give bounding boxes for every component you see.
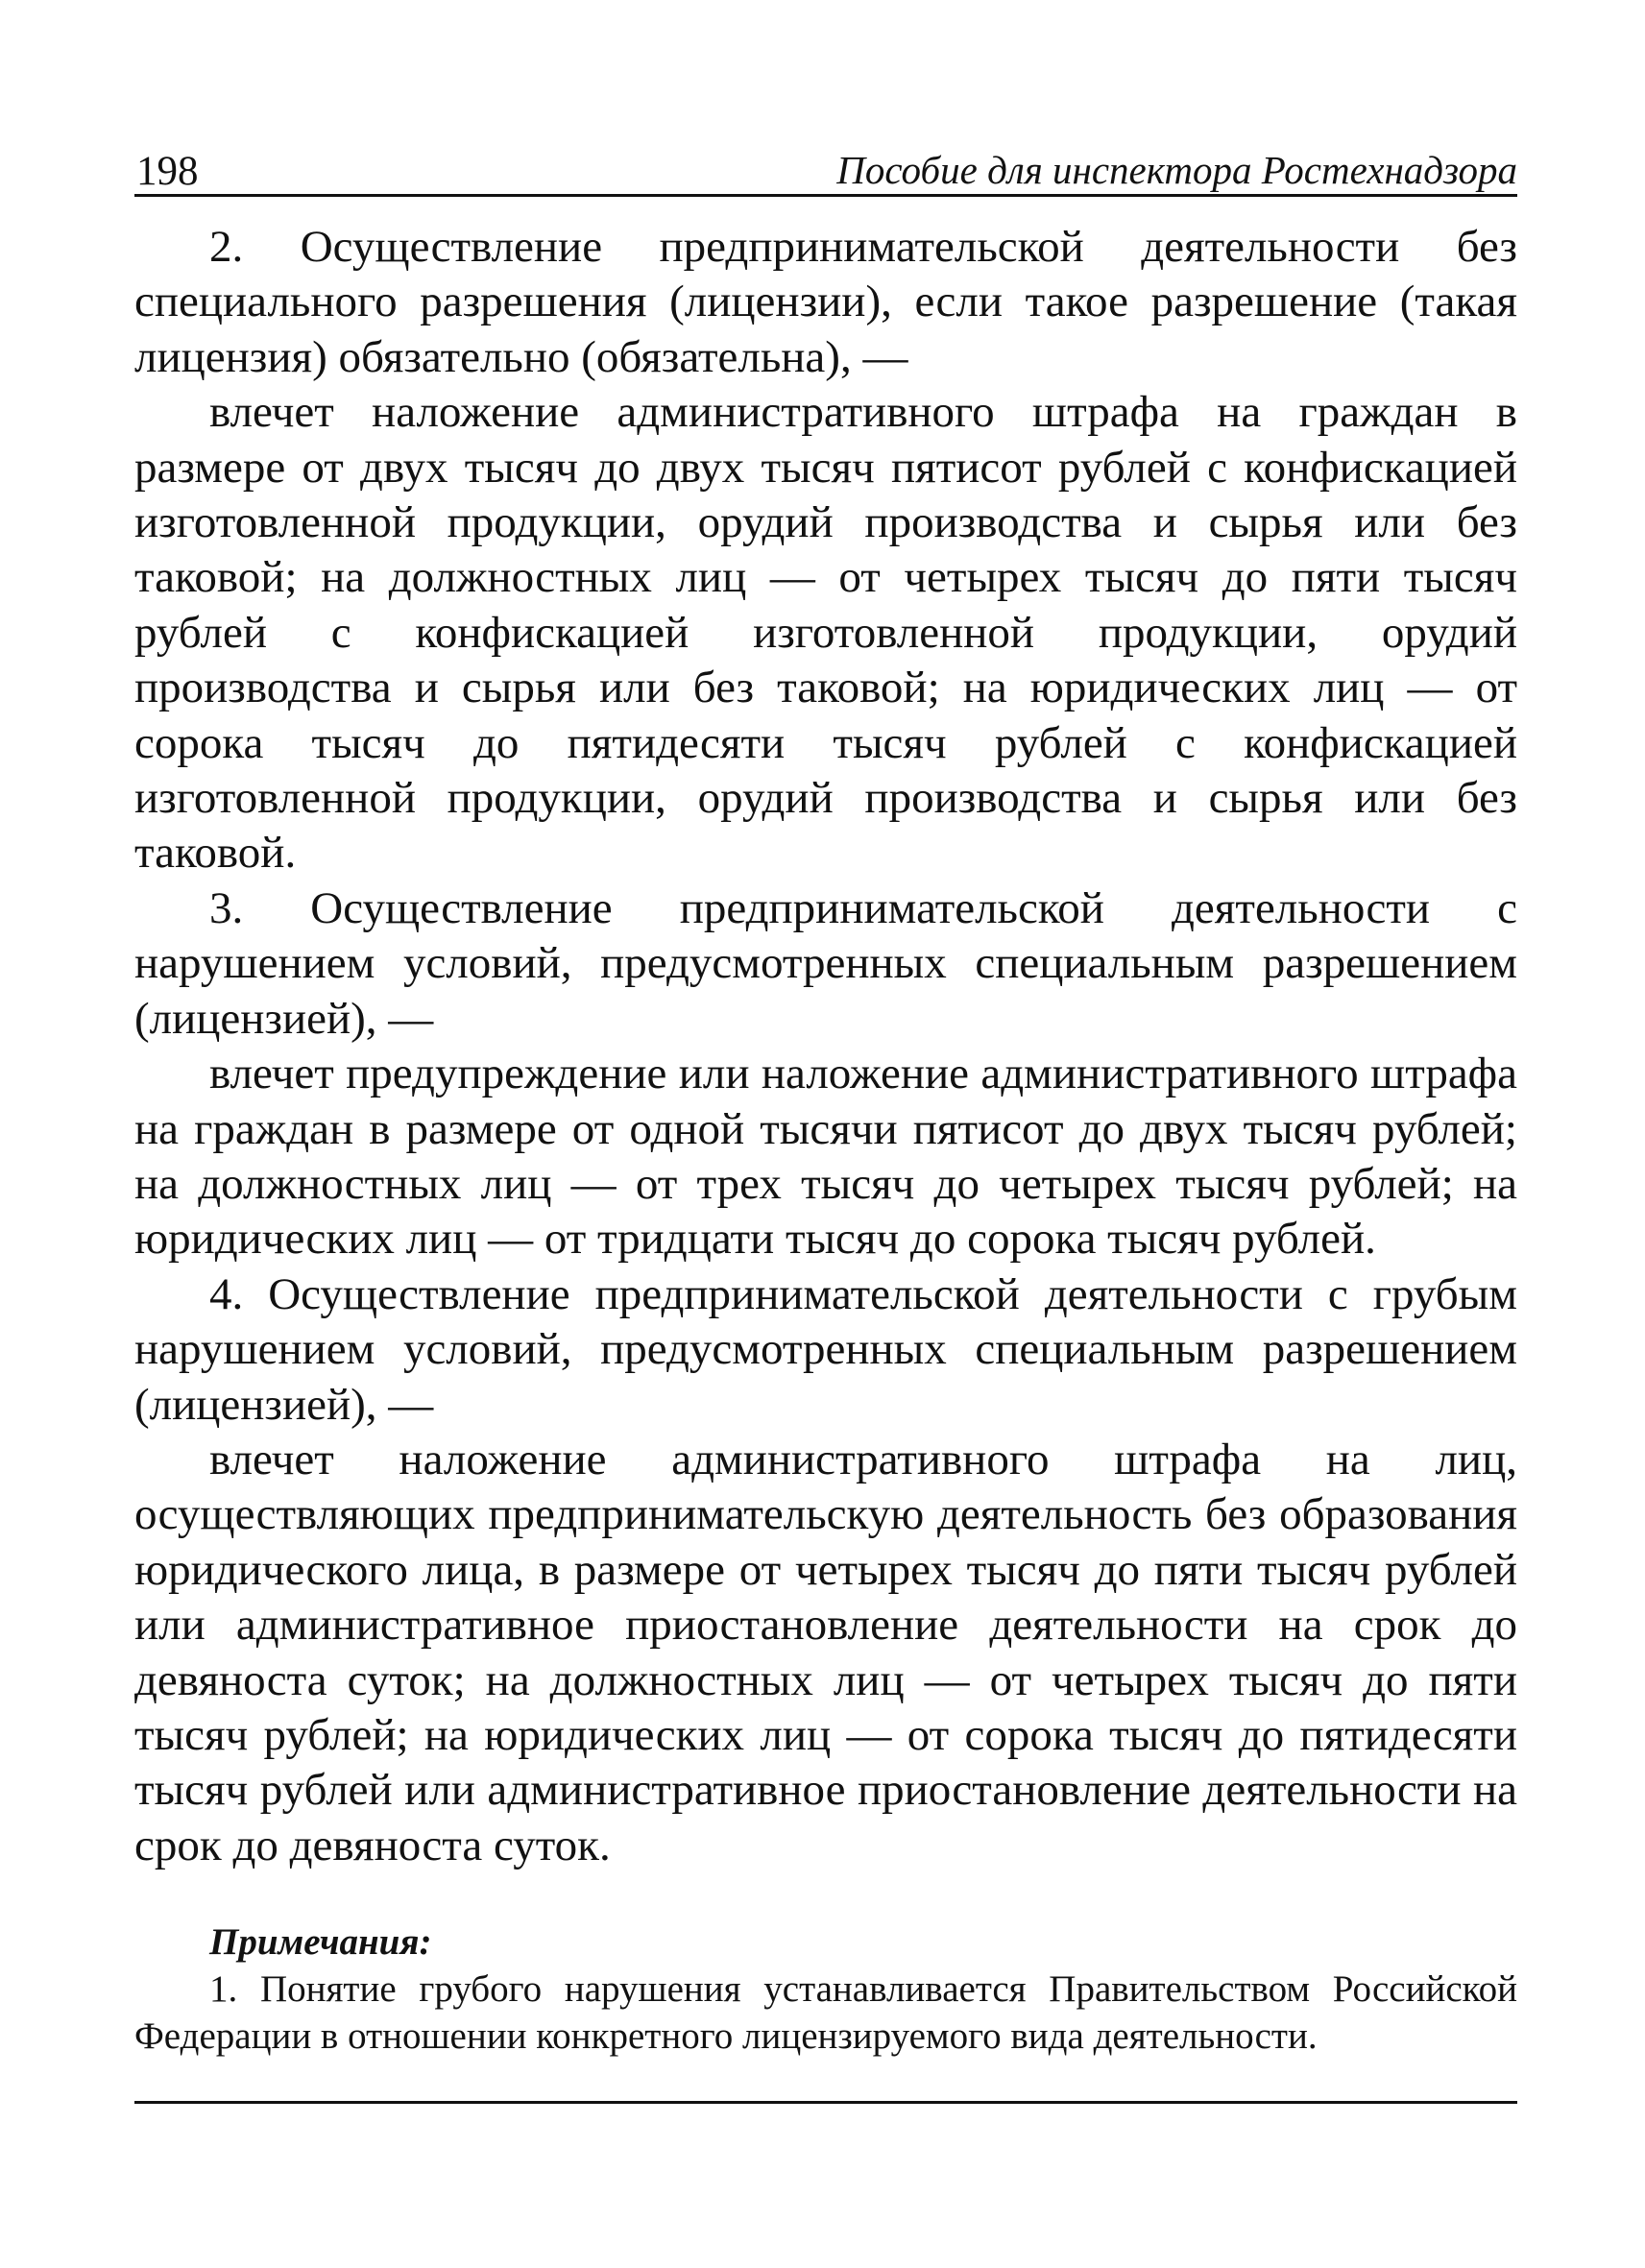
page-header — [134, 134, 1517, 197]
running-title: Пособие для инспектора Ростехнадзора — [836, 148, 1517, 192]
note-item: 1. Понятие грубого нарушения устанавливается Правительством Российской Федерации в отношении конкретного лицензируемого вида деятельности. — [134, 1968, 1517, 2058]
book-page — [134, 134, 1517, 2060]
paragraph-part-2: 2. Осуществление предпринимательской деятельности без специального разрешения (лицензии), если такое разрешение (такая лицензия) обязательно (обязательна), — — [134, 222, 1517, 382]
paragraph-part-4: 4. Осуществление предпринимательской деятельности с грубым нарушением условий, предусмотренных специальным разрешением (лицензией), — — [134, 1268, 1517, 1430]
footnote-divider — [134, 2101, 1517, 2104]
paragraph-part-3-penalty: влечет предупреждение или наложение административного штрафа на граждан в размере от одной тысячи пятисот до двух тысяч рублей; на должностных лиц — от трех тысяч до четырех тысяч рублей; на юридических лиц — от тридцати тысяч до сорока тысяч рублей. — [134, 1049, 1517, 1265]
page-number: 198 — [136, 149, 199, 194]
notes-section — [134, 1919, 1517, 2060]
paragraph-part-2-penalty: влечет наложение административного штрафа на граждан в размере от двух тысяч до двух тысяч пятисот рублей с конфискацией изготовленной продукции, орудий производства и сырья или без таковой; на должностных лиц — от четырех тысяч до пяти тысяч рублей с конфискацией изготовленной продукции, орудий производства и сырья или без таковой; на юридических лиц — от сорока тысяч до пятидесяти тысяч рублей с конфискацией изготовленной продукции, орудий производства и сырья или без таковой. — [134, 387, 1517, 879]
notes-heading: Примечания: — [209, 1921, 432, 1964]
paragraph-part-3: 3. Осуществление предпринимательской деятельности с нарушением условий, предусмотренных специальным разрешением (лицензией), — — [134, 882, 1517, 1044]
main-text — [134, 220, 1517, 1873]
paragraph-part-4-penalty: влечет наложение административного штрафа на лиц, осуществляющих предпринимательскую деятельность без образования юридического лица, в размере от четырех тысяч до пяти тысяч рублей или административное приостановление деятельности на срок до девяноста суток; на должностных лиц — от четырех тысяч до пяти тысяч рублей; на юридических лиц — от сорока тысяч до пятидесяти тысяч рублей или административное приостановление деятельности на срок до девяноста суток. — [134, 1434, 1517, 1870]
